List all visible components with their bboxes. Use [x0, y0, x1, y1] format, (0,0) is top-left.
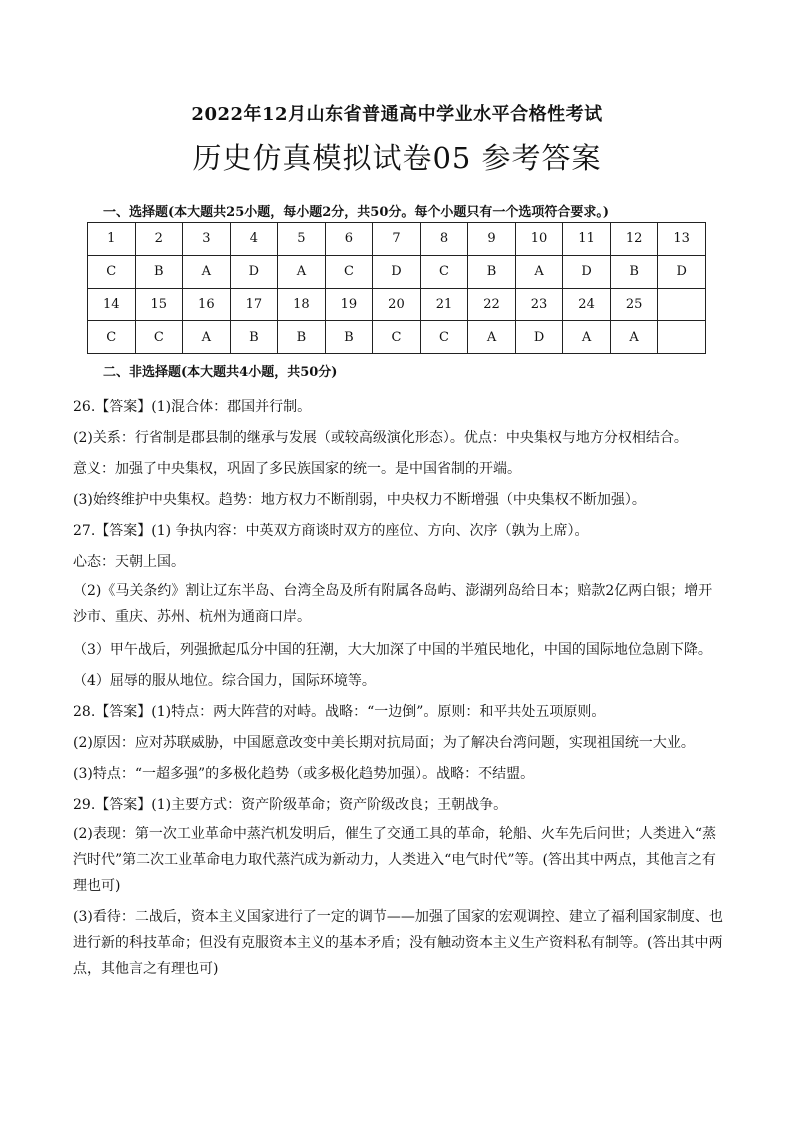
answer-line: (3)始终维护中央集权。趋势：地方权力不断削弱，中央权力不断增强（中央集权不断加强）。	[73, 492, 646, 508]
table-cell: C	[88, 255, 136, 288]
table-cell: 14	[88, 288, 136, 321]
table-row	[88, 255, 706, 288]
table-cell: 23	[515, 288, 563, 321]
table-cell: A	[610, 321, 658, 354]
table-cell: 10	[515, 223, 563, 256]
table-cell: 17	[230, 288, 278, 321]
table-cell: 13	[658, 223, 706, 256]
table-cell: 1	[88, 223, 136, 256]
table-cell: C	[373, 321, 421, 354]
table-cell: 2	[135, 223, 183, 256]
table-cell: C	[420, 321, 468, 354]
answer-table	[87, 222, 706, 354]
table-row	[88, 288, 706, 321]
table-cell	[658, 321, 706, 354]
table-row	[88, 321, 706, 354]
answer-line: 意义：加强了中央集权，巩固了多民族国家的统一。是中国省制的开端。	[73, 461, 521, 477]
table-cell: D	[658, 255, 706, 288]
answer-line: 28.【答案】(1)特点：两大阵营的对峙。战略：“一边倒”。原则：和平共处五项原则。	[73, 704, 606, 720]
table-cell: A	[278, 255, 326, 288]
table-cell: 21	[420, 288, 468, 321]
answer-line: 27.【答案】(1) 争执内容：中英双方商谈时双方的座位、方向、次序（孰为上席）。	[73, 523, 589, 539]
table-cell: 12	[610, 223, 658, 256]
table-cell: B	[278, 321, 326, 354]
table-cell: A	[183, 321, 231, 354]
table-cell: 9	[468, 223, 516, 256]
answer-line: （3）甲午战后，列强掀起瓜分中国的狂潮，大大加深了中国的半殖民地化，中国的国际地位急剧下降。	[73, 642, 712, 658]
table-cell: C	[325, 255, 373, 288]
table-cell: D	[563, 255, 611, 288]
table-cell: 6	[325, 223, 373, 256]
table-cell: 16	[183, 288, 231, 321]
table-cell: 20	[373, 288, 421, 321]
answer-line: （4）屈辱的服从地位。综合国力，国际环境等。	[73, 673, 376, 689]
table-cell: 24	[563, 288, 611, 321]
table-cell: A	[563, 321, 611, 354]
table-cell: 11	[563, 223, 611, 256]
answer-line: 26.【答案】(1)混合体：郡国并行制。	[73, 399, 312, 415]
table-cell: 7	[373, 223, 421, 256]
answer-lines	[73, 392, 725, 987]
table-cell	[658, 288, 706, 321]
table-cell: D	[373, 255, 421, 288]
answer-line: (3)特点：“一超多强”的多极化趋势（或多极化趋势加强）。战略：不结盟。	[73, 766, 535, 782]
table-cell: C	[420, 255, 468, 288]
answer-line: (2)原因：应对苏联威胁，中国愿意改变中美长期对抗局面；为了解决台湾问题，实现祖国统一大业。	[73, 735, 695, 751]
exam-title: 2022年12月山东省普通高中学业水平合格性考试	[191, 104, 603, 125]
table-cell: 8	[420, 223, 468, 256]
answer-line: （2)《马关条约》割让辽东半岛、台湾全岛及所有附属各岛屿、澎湖列岛给日本；赔款2亿两白银；增开沙市、重庆、苏州、杭州为通商口岸。	[73, 583, 713, 625]
table-cell: 5	[278, 223, 326, 256]
table-cell: 3	[183, 223, 231, 256]
section-heading-nonchoice: 二、非选择题(本大题共4小题，共50分)	[103, 365, 338, 380]
answer-line: (2)表现：第一次工业革命中蒸汽机发明后，催生了交通工具的革命，轮船、火车先后问世；人类进入“蒸汽时代”第二次工业革命电力取代蒸汽成为新动力，人类进入“电气时代”等。(答出其中两点，其他言之有理也可)	[73, 826, 716, 894]
table-cell: D	[515, 321, 563, 354]
paper-title: 历史仿真模拟试卷05 参考答案	[192, 141, 602, 175]
table-cell: 22	[468, 288, 516, 321]
answer-line: (3)看待：二战后，资本主义国家进行了一定的调节——加强了国家的宏观调控、建立了福利国家制度、也进行新的科技革命；但没有克服资本主义的基本矛盾；没有触动资本主义生产资料私有制等。(答出其中两点，其他言之有理也可)	[73, 909, 723, 977]
table-cell: B	[230, 321, 278, 354]
table-cell: B	[468, 255, 516, 288]
answer-line: 29.【答案】(1)主要方式：资产阶级革命；资产阶级改良；王朝战争。	[73, 797, 508, 813]
section-heading-choice: 一、选择题(本大题共25小题，每小题2分，共50分。每个小题只有一个选项符合要求。)	[103, 205, 610, 220]
table-cell: C	[88, 321, 136, 354]
table-cell: B	[135, 255, 183, 288]
answer-line: (2)关系：行省制是郡县制的继承与发展（或较高级演化形态）。优点：中央集权与地方分权相结合。	[73, 430, 688, 446]
table-cell: 19	[325, 288, 373, 321]
table-row	[88, 223, 706, 256]
table-cell: B	[325, 321, 373, 354]
table-cell: 18	[278, 288, 326, 321]
table-cell: 15	[135, 288, 183, 321]
table-cell: A	[515, 255, 563, 288]
table-cell: A	[468, 321, 516, 354]
table-cell: A	[183, 255, 231, 288]
table-cell: 4	[230, 223, 278, 256]
table-cell: B	[610, 255, 658, 288]
table-cell: 25	[610, 288, 658, 321]
table-cell: D	[230, 255, 278, 288]
answer-line: 心态：天朝上国。	[73, 554, 185, 570]
table-cell: C	[135, 321, 183, 354]
